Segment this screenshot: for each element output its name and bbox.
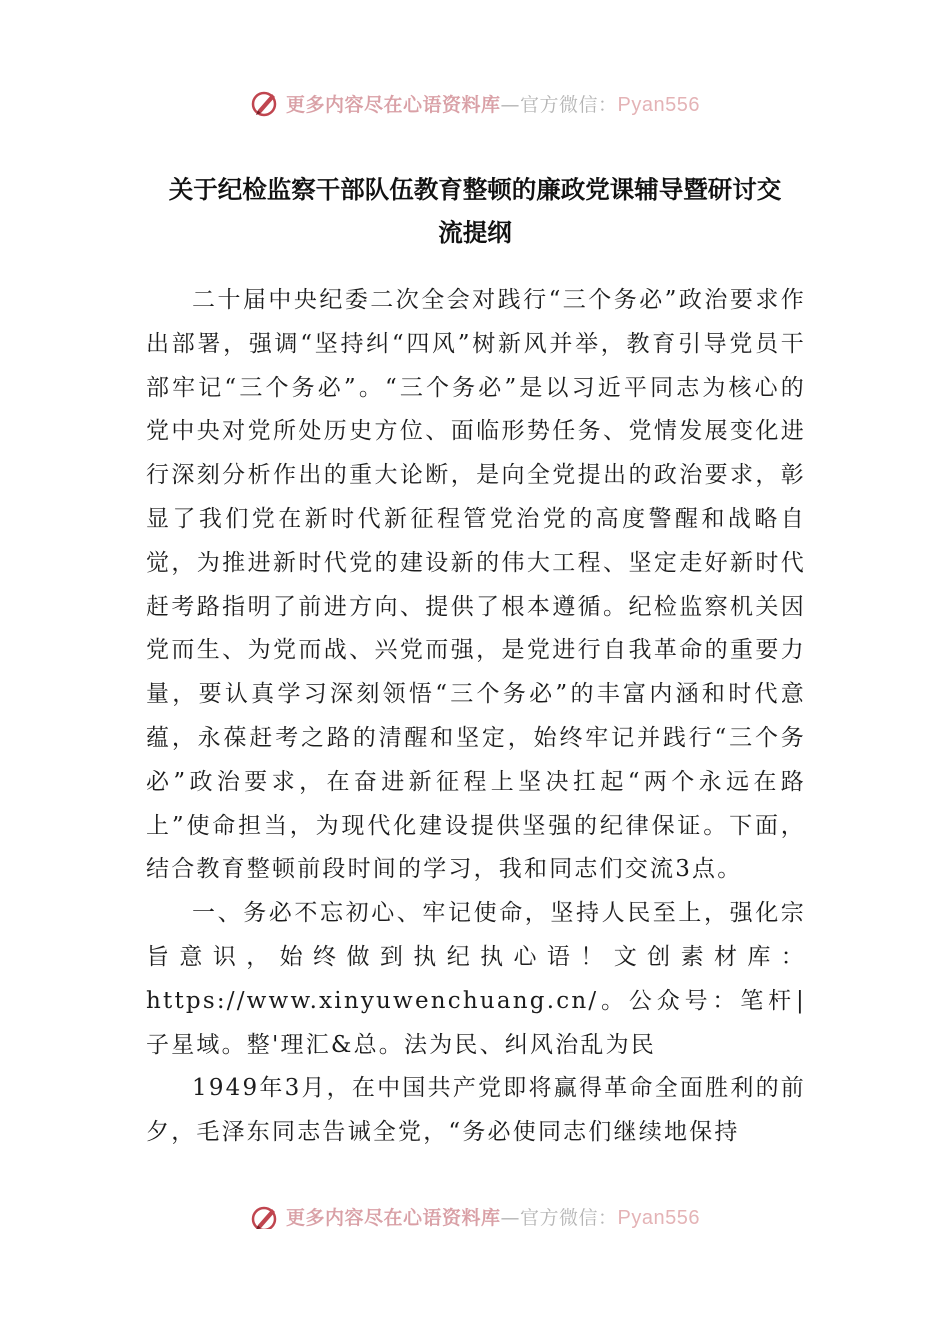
title-line-2: 流提纲 (438, 218, 512, 247)
paragraph-section-one: 一、务必不忘初心、牢记使命，坚持人民至上，强化宗旨意识，始终做到执纪执心语！文创素材库：https://www.xinyuwenchuang.cn/。公众号：笔杆|子星域。整'理汇&总。法为民、纠风治乱为民 (146, 900, 806, 1058)
watermark-wechat-id: Pyan556 (617, 93, 700, 116)
pen-logo-icon (250, 88, 280, 118)
watermark-main-text: 更多内容尽在心语资料库 (286, 93, 501, 116)
paragraph-intro: 二十届中央纪委二次全会对践行“三个务必”政治要求作出部署，强调“坚持纠“四风”树新风并举，教育引导党员干部牢记“三个务必”。“三个务必”是以习近平同志为核心的党中央对党所处历史方位、面临形势任务、党情发展变化进行深刻分析作出的重大论断，是向全党提出的政治要求，彰显了我们党在新时代新征程管党治党的高度警醒和战略自觉，为推进新时代党的建设新的伟大工程、坚定走好新时代赶考路指明了前进方向、提供了根本遵循。纪检监察机关因党而生、为党而战、兴党而强，是党进行自我革命的重要力量，要认真学习深刻领悟“三个务必”的丰富内涵和时代意蕴，永葆赶考之路的清醒和坚定，始终牢记并践行“三个务必”政治要求，在奋进新征程上坚决扛起“两个永远在路上”使命担当，为现代化建设提供坚强的纪律保证。下面，结合教育整顿前段时间的学习，我和同志们交流3点。 (146, 287, 806, 883)
watermark-header (0, 83, 950, 123)
document-body (146, 279, 806, 1155)
watermark-separator: — (500, 1207, 521, 1229)
paragraph-history: 1949年3月，在中国共产党即将赢得革命全面胜利的前夕，毛泽东同志告诫全党，“务必使同志们继续地保持 (146, 1075, 806, 1146)
title-line-1: 关于纪检监察干部队伍教育整顿的廉政党课辅导暨研讨交 (168, 175, 782, 204)
watermark-main-text: 更多内容尽在心语资料库 (286, 1207, 501, 1229)
document-title (140, 168, 810, 254)
watermark-separator: — (500, 93, 521, 116)
watermark-label: 官方微信： (520, 1207, 618, 1229)
watermark-footer (0, 1203, 950, 1229)
watermark-label: 官方微信： (520, 93, 618, 116)
pen-logo-icon (250, 1203, 280, 1229)
watermark-wechat-id: Pyan556 (617, 1207, 700, 1229)
